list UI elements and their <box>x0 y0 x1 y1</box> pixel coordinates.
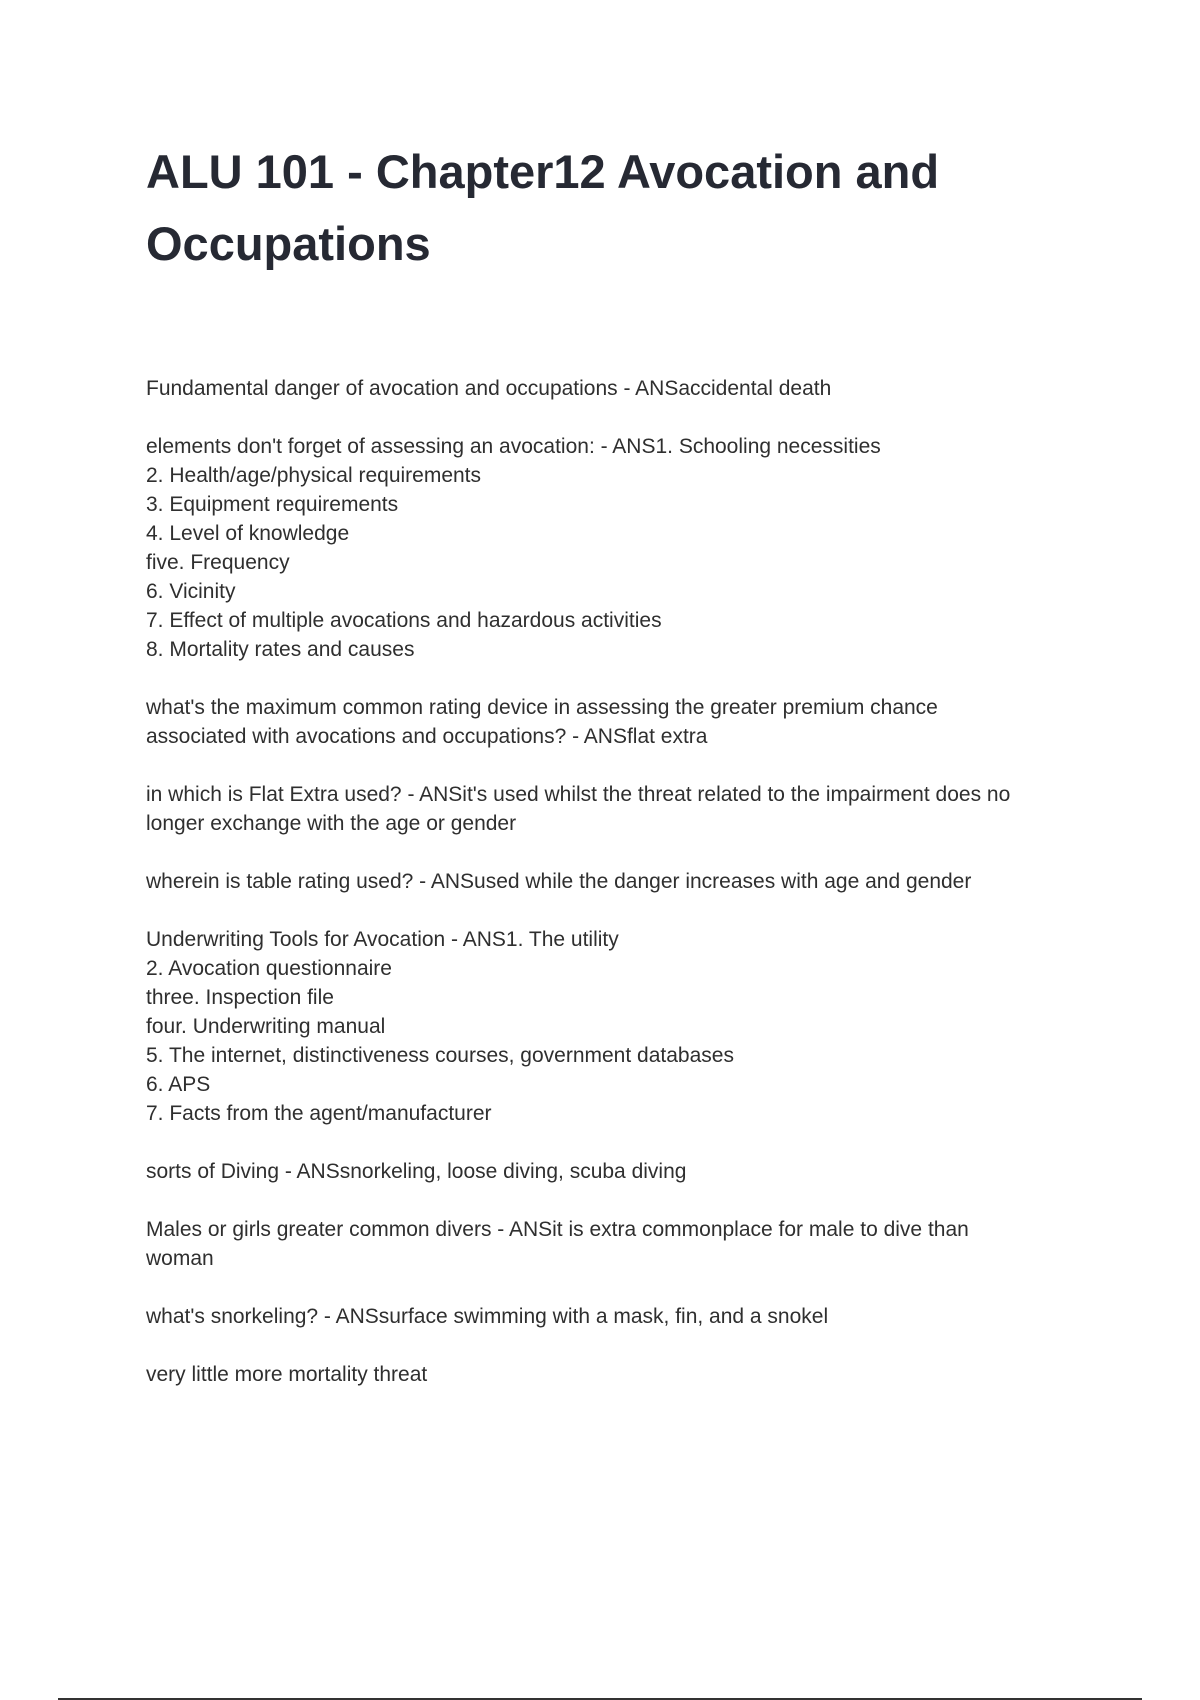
text-line: wherein is table rating used? - ANSused while the danger increases with age and gender <box>146 870 972 893</box>
text-line: four. Underwriting manual <box>146 1015 386 1038</box>
qa-item-diving-sorts <box>146 1157 1086 1186</box>
qa-item-fundamental-danger <box>146 374 1086 403</box>
text-line: very little more mortality threat <box>146 1363 428 1386</box>
qa-item-assessing-avocation <box>146 432 1086 664</box>
qa-item-underwriting-tools <box>146 925 1086 1128</box>
text-line: 2. Health/age/physical requirements <box>146 464 482 487</box>
qa-item-flat-extra <box>146 780 1086 838</box>
text-line: woman <box>146 1247 214 1270</box>
qa-item-snorkeling <box>146 1302 1086 1331</box>
text-line: 7. Facts from the agent/manufacturer <box>146 1102 492 1125</box>
text-line: Underwriting Tools for Avocation - ANS1. The utility <box>146 928 619 951</box>
text-line: 5. The internet, distinctiveness courses, government databases <box>146 1044 734 1067</box>
text-line: 6. Vicinity <box>146 580 236 603</box>
document-body <box>146 374 1086 1418</box>
text-line: in which is Flat Extra used? - ANSit's used whilst the threat related to the impairment does no <box>146 783 1011 806</box>
text-line: 3. Equipment requirements <box>146 493 399 516</box>
text-line: what's the maximum common rating device in assessing the greater premium chance <box>146 696 938 719</box>
qa-item-common-divers <box>146 1215 1086 1273</box>
qa-item-table-rating <box>146 867 1086 896</box>
text-line: five. Frequency <box>146 551 290 574</box>
text-line: 4. Level of knowledge <box>146 522 350 545</box>
text-line: 2. Avocation questionnaire <box>146 957 392 980</box>
text-line: longer exchange with the age or gender <box>146 812 517 835</box>
text-line: sorts of Diving - ANSsnorkeling, loose diving, scuba diving <box>146 1160 687 1183</box>
qa-item-rating-device <box>146 693 1086 751</box>
text-line: 7. Effect of multiple avocations and hazardous activities <box>146 609 662 632</box>
page-title: ALU 101 - Chapter12 Avocation and Occupations <box>146 145 940 270</box>
text-line: 8. Mortality rates and causes <box>146 638 415 661</box>
text-line: Males or girls greater common divers - ANSit is extra commonplace for male to dive than <box>146 1218 969 1241</box>
text-line: 6. APS <box>146 1073 211 1096</box>
qa-item-mortality-threat <box>146 1360 1086 1389</box>
text-line: what's snorkeling? - ANSsurface swimming with a mask, fin, and a snokel <box>146 1305 829 1328</box>
text-line: elements don't forget of assessing an avocation: - ANS1. Schooling necessities <box>146 435 881 458</box>
text-line: associated with avocations and occupations? - ANSflat extra <box>146 725 708 748</box>
text-line: three. Inspection file <box>146 986 334 1009</box>
text-line: Fundamental danger of avocation and occupations - ANSaccidental death <box>146 377 832 400</box>
